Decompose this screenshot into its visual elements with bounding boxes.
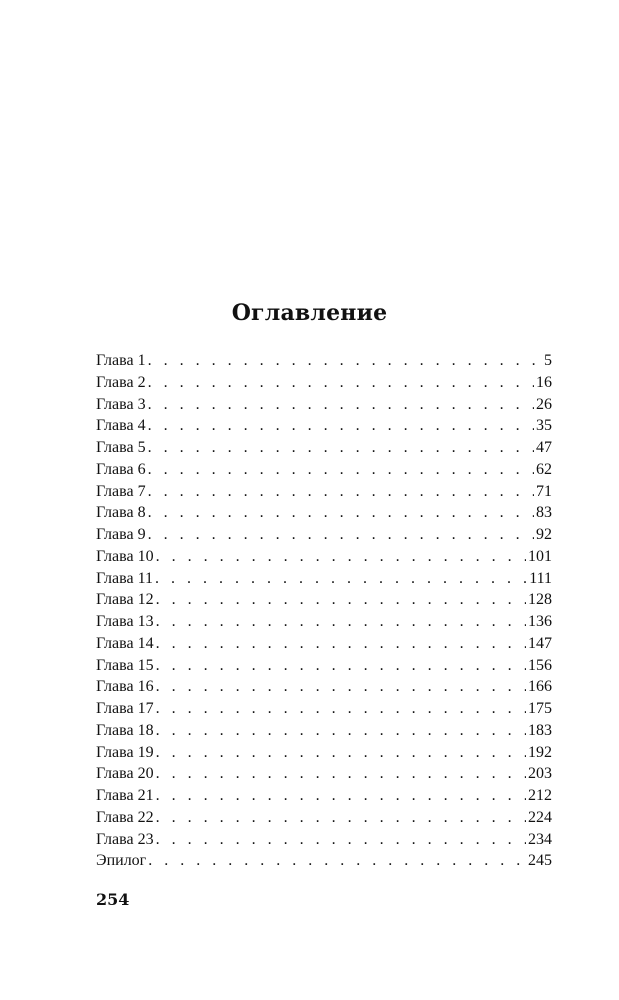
dot-leader	[156, 676, 526, 698]
toc-entry-label: Глава 23	[96, 830, 154, 848]
toc-entry[interactable]	[96, 829, 552, 851]
toc-entry-label: Глава 20	[96, 765, 154, 783]
toc-entry-page: 5	[544, 352, 552, 369]
dot-leader	[156, 785, 526, 807]
toc-entry-label: Глава 10	[96, 547, 154, 565]
toc-entry[interactable]	[96, 394, 552, 416]
toc-entry-label: Глава 13	[96, 613, 154, 630]
toc-entry-label: Глава 15	[96, 656, 154, 674]
toc-entry-label: Глава 2	[96, 373, 146, 391]
toc-entry[interactable]	[96, 720, 552, 742]
toc-entry-page: 245	[528, 852, 552, 870]
dot-leader	[148, 415, 534, 437]
dot-leader	[156, 589, 526, 611]
toc-entry[interactable]	[96, 785, 552, 807]
toc-entry-page: 147	[528, 634, 552, 652]
toc-entry-label: Глава 8	[96, 504, 146, 522]
dot-leader	[148, 502, 534, 524]
toc-entry[interactable]	[96, 850, 552, 872]
dot-leader	[156, 611, 526, 633]
dot-leader	[156, 829, 526, 851]
toc-entry-page: 101	[528, 547, 552, 565]
toc-entry-page: 71	[536, 482, 552, 500]
toc-entry[interactable]	[96, 372, 552, 394]
toc-entry-page: 175	[528, 700, 552, 717]
toc-entry[interactable]	[96, 568, 552, 590]
dot-leader	[156, 720, 526, 742]
table-of-contents	[96, 350, 552, 872]
toc-entry-label: Глава 4	[96, 417, 146, 435]
toc-entry-label: Глава 17	[96, 700, 154, 717]
dot-leader	[156, 742, 526, 764]
toc-entry[interactable]	[96, 437, 552, 459]
toc-entry-label: Глава 5	[96, 439, 146, 456]
toc-entry-label: Глава 9	[96, 526, 146, 543]
toc-entry[interactable]	[96, 459, 552, 481]
toc-entry-page: 111	[529, 569, 552, 587]
toc-entry-page: 192	[528, 743, 552, 761]
toc-entry-page: 92	[536, 526, 552, 543]
dot-leader	[155, 568, 527, 590]
toc-entry-label: Глава 16	[96, 678, 154, 696]
toc-entry-label: Глава 7	[96, 482, 146, 500]
dot-leader	[148, 524, 534, 546]
dot-leader	[156, 807, 526, 829]
dot-leader	[156, 546, 526, 568]
toc-entry-label: Глава 12	[96, 591, 154, 609]
toc-entry-page: 224	[528, 808, 552, 826]
toc-entry[interactable]	[96, 763, 552, 785]
dot-leader	[148, 437, 534, 459]
toc-entry-page: 62	[536, 460, 552, 478]
toc-entry[interactable]	[96, 807, 552, 829]
toc-entry-label: Глава 3	[96, 395, 146, 413]
dot-leader	[156, 655, 526, 677]
toc-entry-page: 83	[536, 504, 552, 522]
toc-entry-label: Глава 18	[96, 721, 154, 739]
toc-entry-page: 203	[528, 765, 552, 783]
dot-leader	[148, 481, 534, 503]
toc-entry[interactable]	[96, 502, 552, 524]
toc-entry-page: 234	[528, 830, 552, 848]
toc-entry-label: Глава 22	[96, 808, 154, 826]
toc-entry-page: 156	[528, 656, 552, 674]
toc-entry[interactable]	[96, 546, 552, 568]
dot-leader	[156, 698, 526, 720]
dot-leader	[148, 850, 526, 872]
dot-leader	[148, 459, 534, 481]
dot-leader	[148, 350, 542, 372]
toc-entry[interactable]	[96, 589, 552, 611]
dot-leader	[156, 763, 526, 785]
toc-entry-page: 212	[528, 787, 552, 804]
toc-entry-page: 16	[536, 373, 552, 391]
toc-entry[interactable]	[96, 415, 552, 437]
toc-entry[interactable]	[96, 611, 552, 633]
toc-entry-label: Глава 21	[96, 787, 154, 804]
dot-leader	[148, 394, 534, 416]
page-title: Оглавление	[231, 300, 388, 326]
toc-entry-label: Глава 11	[96, 569, 153, 587]
toc-entry[interactable]	[96, 655, 552, 677]
toc-entry-label: Глава 6	[96, 460, 146, 478]
toc-entry[interactable]	[96, 481, 552, 503]
toc-entry-page: 35	[536, 417, 552, 435]
toc-entry[interactable]	[96, 524, 552, 546]
toc-entry-page: 136	[528, 613, 552, 630]
toc-entry-page: 183	[528, 721, 552, 739]
toc-entry-label: Глава 19	[96, 743, 154, 761]
dot-leader	[156, 633, 526, 655]
toc-entry-label: Глава 1	[96, 352, 146, 369]
toc-entry[interactable]	[96, 676, 552, 698]
toc-entry-page: 26	[536, 395, 552, 413]
page-number: 254	[96, 890, 130, 909]
toc-entry[interactable]	[96, 633, 552, 655]
toc-entry-page: 166	[528, 678, 552, 696]
toc-entry-page: 47	[536, 439, 552, 456]
toc-entry[interactable]	[96, 742, 552, 764]
toc-entry-page: 128	[528, 591, 552, 609]
toc-entry[interactable]	[96, 698, 552, 720]
toc-entry-label: Глава 14	[96, 634, 154, 652]
toc-entry-label: Эпилог	[96, 852, 147, 870]
dot-leader	[148, 372, 534, 394]
toc-entry[interactable]	[96, 350, 552, 372]
